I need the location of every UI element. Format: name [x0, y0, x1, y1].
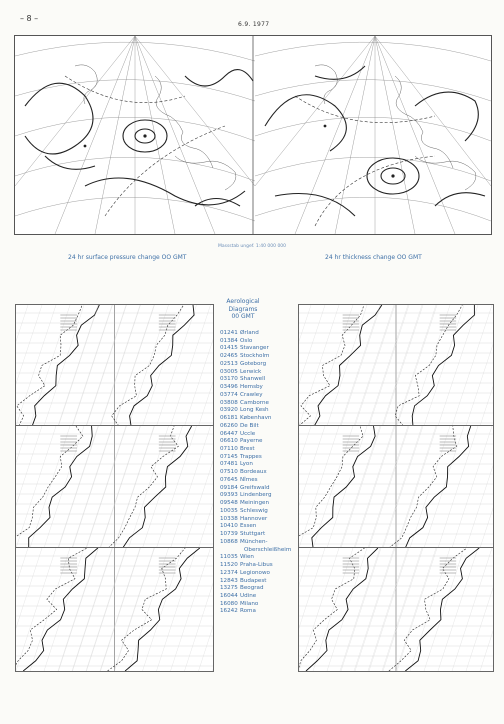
- station-id: 02513: [220, 360, 238, 367]
- aerological-diagram: [15, 304, 214, 427]
- station-id: 16242: [220, 608, 238, 615]
- station-name: København: [240, 415, 272, 422]
- station-entry: [220, 330, 291, 338]
- station-name: Meiningen: [240, 500, 270, 507]
- station-id: 16080: [220, 600, 238, 607]
- station-entry: [220, 608, 291, 616]
- station-name: Stavanger: [240, 345, 269, 352]
- station-name: Payerne: [240, 438, 263, 445]
- station-name: Beograd: [240, 585, 264, 592]
- station-entry: [220, 345, 291, 353]
- station-name: Lindenberg: [240, 492, 272, 499]
- station-id: 10338: [220, 515, 238, 522]
- station-entry: [220, 454, 291, 462]
- station-entry: [220, 338, 291, 346]
- station-name: Stockholm: [240, 353, 270, 360]
- heading-line: Diagrams: [228, 305, 258, 313]
- station-entry: [220, 438, 291, 446]
- station-name: Oslo: [240, 337, 253, 344]
- station-entry: [220, 508, 291, 516]
- sounding-plot: [299, 548, 493, 671]
- station-id: 10035: [220, 507, 238, 514]
- aerological-heading: [213, 298, 273, 321]
- station-name: Camborne: [240, 399, 269, 406]
- station-name: Milano: [240, 600, 259, 607]
- station-id: 03005: [220, 368, 238, 375]
- station-name: De Bilt: [240, 422, 259, 429]
- station-entry: [220, 415, 291, 423]
- station-name: Greifswald: [240, 484, 270, 491]
- station-id: 03808: [220, 399, 238, 406]
- weather-maps-panel: [14, 35, 492, 235]
- station-name: Shanwell: [240, 376, 266, 383]
- station-name: Hemsby: [240, 384, 263, 391]
- station-id: 12843: [220, 577, 238, 584]
- station-id: 07645: [220, 476, 238, 483]
- station-id: 07510: [220, 469, 238, 476]
- station-entry: [220, 477, 291, 485]
- weather-maps-drawing: [15, 36, 491, 234]
- aerological-diagram: [298, 304, 494, 427]
- sounding-plot: [16, 426, 213, 548]
- station-id: 06610: [220, 438, 238, 445]
- station-id: 10410: [220, 523, 238, 530]
- sounding-plot: [16, 548, 213, 671]
- station-name: Nîmes: [240, 476, 258, 483]
- station-id: 09548: [220, 500, 238, 507]
- station-name: Crawley: [240, 391, 263, 398]
- aerological-diagram: [298, 425, 494, 549]
- aerological-diagram: [15, 425, 214, 549]
- station-entry: [220, 423, 291, 431]
- station-name: Praha-Libus: [240, 562, 273, 569]
- station-entry: [220, 392, 291, 400]
- station-id: 13275: [220, 585, 238, 592]
- station-entry: [220, 500, 291, 508]
- station-entry: [220, 492, 291, 500]
- station-name: Lerwick: [240, 368, 262, 375]
- station-id: 02465: [220, 353, 238, 360]
- station-entry: [220, 585, 291, 593]
- station-entry: [220, 469, 291, 477]
- station-entry: [220, 431, 291, 439]
- station-name: Stuttgart: [240, 531, 266, 538]
- station-id: 03496: [220, 384, 238, 391]
- station-name: Essen: [240, 523, 257, 530]
- station-list: [220, 330, 291, 616]
- station-id: 01384: [220, 337, 238, 344]
- station-name: Uccle: [240, 430, 256, 437]
- aerological-diagram: [15, 547, 214, 672]
- station-entry: [220, 369, 291, 377]
- station-name: Udine: [240, 592, 257, 599]
- station-id: 07481: [220, 461, 238, 468]
- station-id: 12374: [220, 569, 238, 576]
- page-number: – 8 –: [20, 14, 39, 23]
- station-id: 09393: [220, 492, 238, 499]
- page-date: 6.9. 1977: [238, 21, 270, 28]
- station-entry: [220, 554, 291, 562]
- station-entry: [220, 531, 291, 539]
- station-id: 03774: [220, 391, 238, 398]
- station-entry: [220, 461, 291, 469]
- station-name: Budapest: [240, 577, 267, 584]
- caption-surface-pressure: 24 hr surface pressure change OO GMT: [68, 254, 187, 261]
- station-entry: [220, 361, 291, 369]
- station-entry: [220, 539, 291, 547]
- station-entry: [220, 407, 291, 415]
- station-name: Trappes: [240, 453, 262, 460]
- station-id: 03170: [220, 376, 238, 383]
- station-id: 11035: [220, 554, 238, 561]
- station-name: Roma: [240, 608, 256, 615]
- station-id: 06260: [220, 422, 238, 429]
- sounding-plot: [299, 426, 493, 548]
- station-entry: [220, 601, 291, 609]
- station-id: 01241: [220, 330, 238, 336]
- station-name: Hannover: [240, 515, 268, 522]
- station-entry: [220, 516, 291, 524]
- station-entry: [220, 353, 291, 361]
- station-name: Lyon: [240, 461, 253, 468]
- sounding-plot: [16, 305, 213, 426]
- station-id: 11520: [220, 562, 238, 569]
- station-name: Long Kesh: [240, 407, 269, 414]
- sounding-plot: [299, 305, 493, 426]
- station-entry: [220, 376, 291, 384]
- station-entry: [220, 570, 291, 578]
- station-entry: [220, 562, 291, 570]
- station-name: Brest: [240, 446, 255, 453]
- station-name: Ørland: [240, 330, 259, 336]
- station-entry: [220, 446, 291, 454]
- station-id: 06181: [220, 415, 238, 422]
- heading-line: Aerological: [226, 298, 260, 305]
- station-id: 03920: [220, 407, 238, 414]
- station-name: München-: [240, 538, 268, 545]
- station-entry: [220, 578, 291, 586]
- map-scale: Massstab ungef. 1:40 000 000: [217, 244, 287, 249]
- station-id: 06447: [220, 430, 238, 437]
- station-name: Bordeaux: [240, 469, 267, 476]
- station-name: Wien: [240, 554, 254, 561]
- station-id: 16044: [220, 592, 238, 599]
- station-name: Goteborg: [240, 360, 267, 367]
- station-entry: [220, 400, 291, 408]
- station-id: 09184: [220, 484, 238, 491]
- heading-line: 00 GMT: [231, 313, 255, 320]
- station-id: 07110: [220, 446, 238, 453]
- station-id: 01415: [220, 345, 238, 352]
- station-entry: [220, 485, 291, 493]
- station-id: 07145: [220, 453, 238, 460]
- aerological-diagram: [298, 547, 494, 672]
- station-entry: [220, 384, 291, 392]
- station-entry: [220, 523, 291, 531]
- station-name-continued: Oberschleißheim: [244, 546, 292, 553]
- caption-thickness: 24 hr thickness change OO GMT: [325, 254, 422, 261]
- station-id: 10868: [220, 538, 238, 545]
- station-id: 10739: [220, 531, 238, 538]
- station-name: Legionowo: [240, 569, 270, 576]
- station-entry: [220, 593, 291, 601]
- station-name: Schleswig: [240, 507, 268, 514]
